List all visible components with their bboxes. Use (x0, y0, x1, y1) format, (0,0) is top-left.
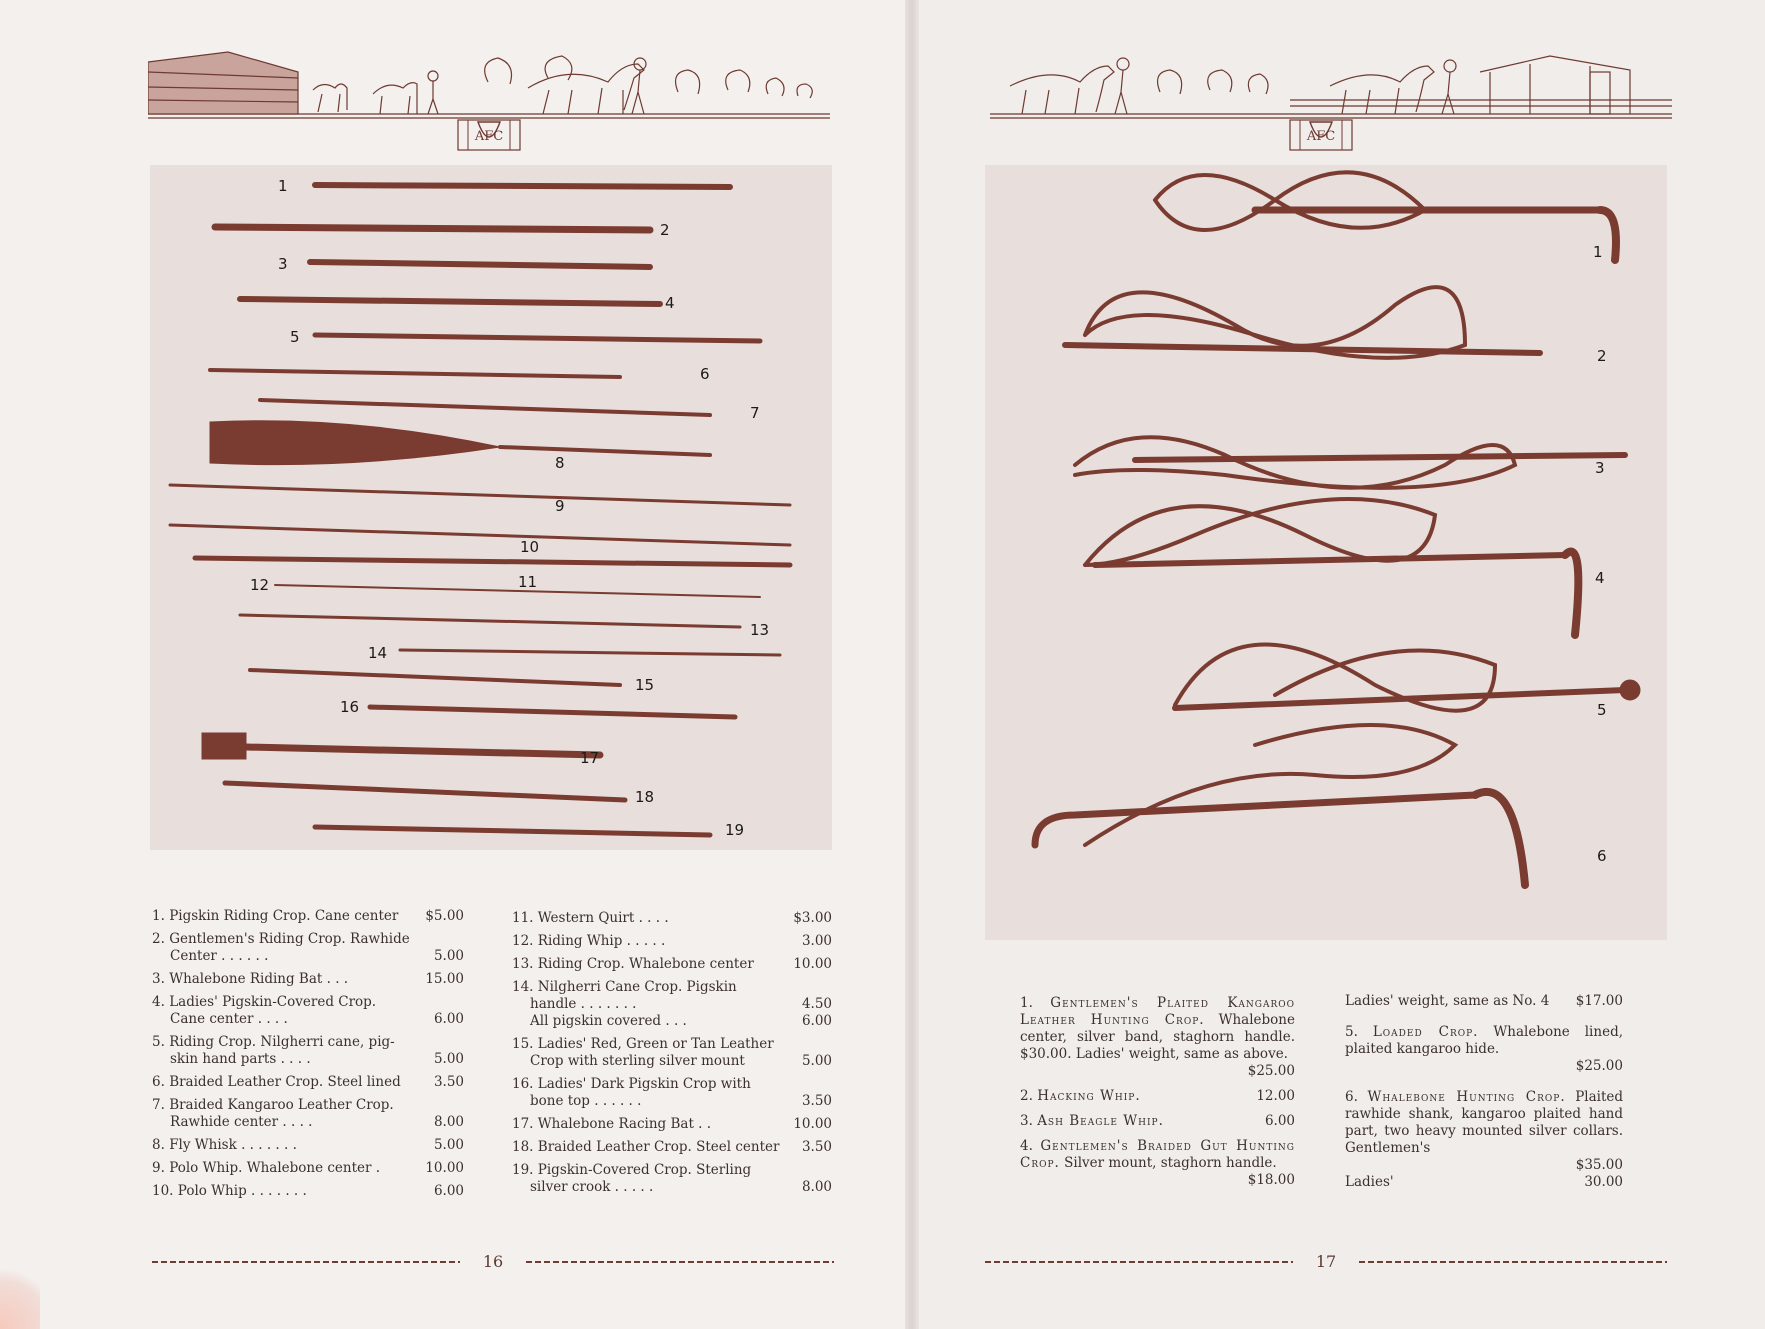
caption-item: 19. Pigskin-Covered Crop. Sterling silver crook . . . . . 8.00 (512, 1162, 832, 1195)
caption-item: 12. Riding Whip . . . . . 3.00 (512, 933, 832, 949)
caption-item: 1. Gentlemen's Plaited Kangaroo Leather Hunting Crop. Whalebone center, silver band, staghorn handle. $30.00. Ladies' weight, same as above. $25.00 (1020, 995, 1295, 1079)
caption-item: 11. Western Quirt . . . . $3.00 (512, 910, 832, 926)
left-photo-label: 5 (290, 328, 300, 346)
left-photo-label: 10 (520, 538, 540, 556)
left-photo-label: 4 (665, 294, 675, 312)
caption-item: 7. Braided Kangaroo Leather Crop. Rawhide center . . . . 8.00 (152, 1097, 464, 1130)
left-photo-label: 1 (278, 177, 288, 195)
caption-item: 3. Whalebone Riding Bat . . . 15.00 (152, 971, 464, 987)
caption-item: 6. Braided Leather Crop. Steel lined 3.50 (152, 1074, 464, 1090)
left-photo-label: 16 (340, 698, 360, 716)
caption-item: 6. Whalebone Hunting Crop. Plaited rawhide shank, kangaroo plaited hand part, two heavy mounted silver collars. Gentlemen's $35.00 Ladies' 30.00 (1345, 1089, 1624, 1190)
caption-item: 15. Ladies' Red, Green or Tan Leather Crop with sterling silver mount 5.00 (512, 1036, 832, 1069)
caption-item: All pigskin covered . . . 6.00 (530, 1013, 832, 1029)
right-photo-label: 2 (1597, 347, 1607, 365)
page-corner-stain (0, 1259, 40, 1329)
left-monogram: AFC (474, 129, 504, 144)
caption-item: 14. Nilgherri Cane Crop. Pigskin handle . . . . . . . 4.50 (512, 979, 832, 1012)
caption-item: 5. Loaded Crop. Whalebone lined, plaited kangaroo hide. $25.00 (1345, 1024, 1623, 1074)
caption-item: 17. Whalebone Racing Bat . . 10.00 (512, 1116, 832, 1132)
right-photo-label: 1 (1593, 243, 1603, 261)
right-photo-hunting-crops (985, 165, 1667, 940)
left-captions-col1 (152, 908, 464, 1206)
right-monogram: AFC (1306, 129, 1336, 144)
left-photo-label: 17 (580, 749, 600, 767)
caption-item: 10. Polo Whip . . . . . . . 6.00 (152, 1183, 464, 1199)
caption-item: 4. Ladies' Pigskin-Covered Crop. Cane center . . . . 6.00 (152, 994, 464, 1027)
left-photo-label: 9 (555, 497, 565, 515)
left-photo-label: 11 (518, 573, 538, 591)
caption-item: 13. Riding Crop. Whalebone center 10.00 (512, 956, 832, 972)
left-header-vignette (148, 42, 830, 152)
right-photo-label: 5 (1597, 701, 1607, 719)
caption-item: Ladies' weight, same as No. 4 $17.00 (1345, 993, 1623, 1009)
left-photo-label: 7 (750, 404, 760, 422)
caption-item: 1. Pigskin Riding Crop. Cane center $5.00 (152, 908, 464, 924)
left-photo-label: 3 (278, 255, 288, 273)
right-header-vignette (990, 42, 1672, 152)
page-number: 16 (482, 1252, 504, 1271)
caption-item: 9. Polo Whip. Whalebone center . 10.00 (152, 1160, 464, 1176)
caption-item: 3. Ash Beagle Whip. 6.00 (1020, 1113, 1295, 1129)
right-captions-col2 (1345, 993, 1623, 1199)
left-photo-label: 8 (555, 454, 565, 472)
left-photo-label: 6 (700, 365, 710, 383)
caption-item: 5. Riding Crop. Nilgherri cane, pig- skin hand parts . . . . 5.00 (152, 1034, 464, 1067)
right-photo-label: 6 (1597, 847, 1607, 865)
caption-item: 16. Ladies' Dark Pigskin Crop with bone top . . . . . . 3.50 (512, 1076, 832, 1109)
right-photo-label: 3 (1595, 459, 1605, 477)
left-photo-label: 15 (635, 676, 655, 694)
page-number: 17 (1315, 1252, 1337, 1271)
left-photo-label: 14 (368, 644, 388, 662)
left-captions-col2 (512, 910, 832, 1202)
left-photo-label: 19 (725, 821, 745, 839)
caption-item: 18. Braided Leather Crop. Steel center 3.50 (512, 1139, 832, 1155)
right-captions-col1 (1020, 995, 1295, 1197)
caption-item: 8. Fly Whisk . . . . . . . 5.00 (152, 1137, 464, 1153)
caption-item: 2. Hacking Whip. 12.00 (1020, 1088, 1295, 1104)
caption-item: 4. Gentlemen's Braided Gut Hunting Crop. Silver mount, staghorn handle. $18.00 (1020, 1138, 1295, 1188)
caption-item: 2. Gentlemen's Riding Crop. Rawhide Center . . . . . . 5.00 (152, 931, 464, 964)
left-photo-label: 2 (660, 221, 670, 239)
left-photo-label: 12 (250, 576, 270, 594)
right-photo-label: 4 (1595, 569, 1605, 587)
left-photo-label: 18 (635, 788, 655, 806)
right-folio (985, 1252, 1667, 1272)
book-gutter (905, 0, 919, 1329)
left-photo-label: 13 (750, 621, 770, 639)
left-folio (152, 1252, 834, 1272)
left-photo-whips (150, 165, 832, 850)
